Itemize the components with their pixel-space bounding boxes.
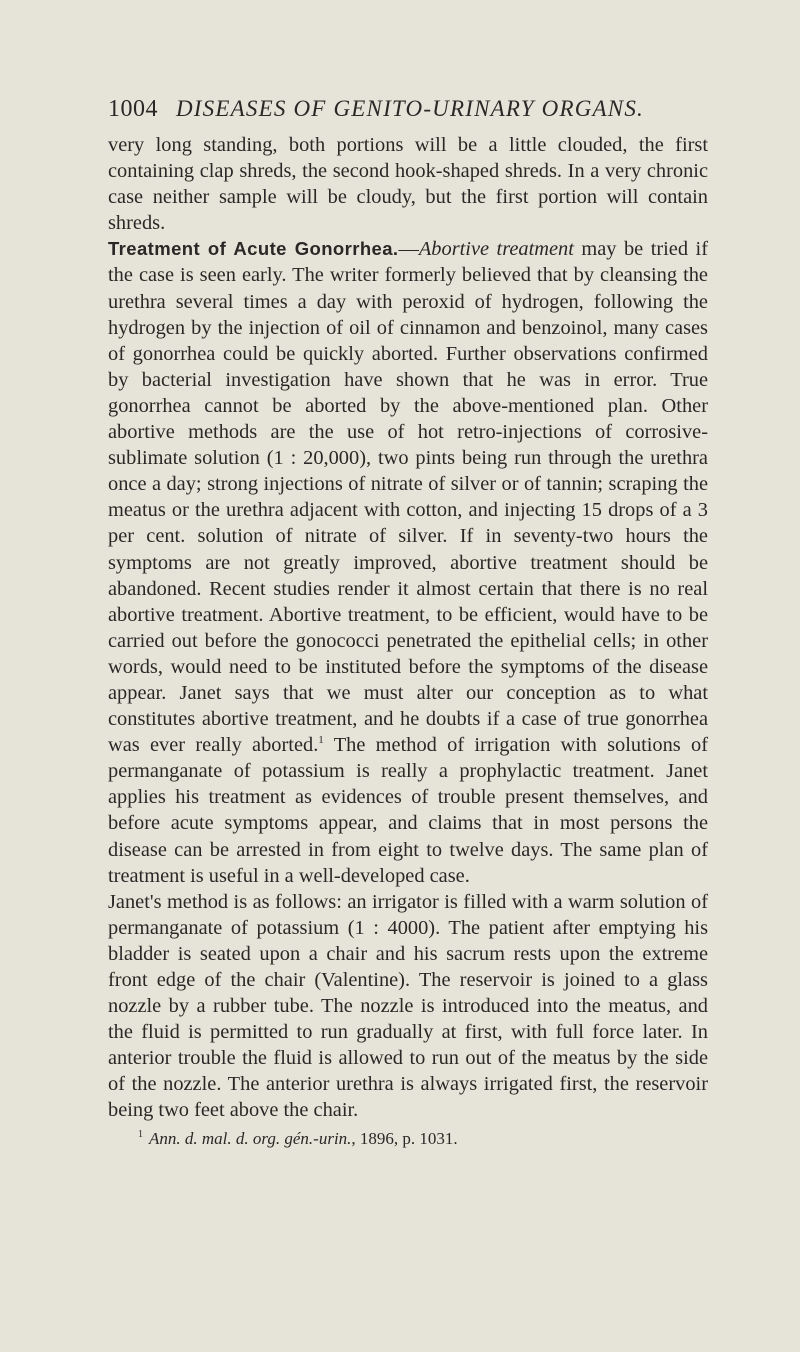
page-number: 1004 [108,96,158,122]
footnote-citation: Ann. d. mal. d. org. gén.-urin. [149,1128,352,1148]
paragraph-2-text-b: The method of irrigation with solutions of permanganate of potassium is really a prophylactic treatment. Janet applies his treatment as evidences of trouble present themselves, and before acute symptoms appear, and claims that in most persons the disease can be arrested in from eight to twelve days. The same plan of treatment is useful in a well-developed case. [108,734,708,887]
footnote-reference: 1 [318,734,324,747]
section-heading: Treatment of Acute Gonorrhea. [108,238,399,260]
paragraph-3: Janet's method is as follows: an irrigator is filled with a warm solution of permanganate of potassium (1 : 4000). The patient after emptying his bladder is seated upon a chair and his sacrum rests upon the extreme front edge of the chair (Valentine). The reservoir is joined to a glass nozzle by a rubber tube. The nozzle is introduced into the meatus, and the fluid is permitted to run gradually at first, with full force later. In anterior trouble the fluid is allowed to run out of the meatus by the side of the nozzle. The anterior urethra is always irrigated first, the reservoir being two feet above the chair. [108,890,708,1122]
italic-run: Abortive treatment [418,238,574,261]
footnote-rest: , 1896, p. 1031. [351,1128,458,1148]
em-dash: — [398,238,419,261]
running-head [108,96,708,130]
footnote [108,1128,708,1150]
body-text [108,132,708,1124]
paragraph-1: very long standing, both portions will be a little clouded, the first containing clap shreds, the second hook-shaped shreds. In a very chronic case neither sample will be cloudy, but the first portion will contain shreds. [108,134,708,235]
running-title: DISEASES OF GENITO-URINARY ORGANS. [176,96,644,121]
paragraph-2-text-a: may be tried if the case is seen early. The writer formerly believed that by cleansing the urethra several times a day with peroxid of hydrogen, following the hydrogen by the injection of oil of cinnamon and benzoinol, many cases of gonorrhea could be quickly aborted. Further observations confirmed by bacterial investigation have shown that he was in error. True gonorrhea cannot be aborted by the above-mentioned plan. Other abortive methods are the use of hot retro-injections of corrosive-sublimate solution (1 : 20,000), two pints being run through the urethra once a day; strong injections of nitrate of silver or of tannin; scraping the meatus or the urethra adjacent with cotton, and injecting 15 drops of a 3 per cent. solution of nitrate of silver. If in seventy-two hours the symptoms are not greatly improved, abortive treatment should be abandoned. Recent studies render it almost certain that there is no real abortive treatment. Abortive treatment, to be efficient, would have to be carried out before the gonococci penetrated the epithelial cells; in other words, would need to be instituted before the symptoms of the disease appear. Janet says that we must alter our conception as to what constitutes abortive treatment, and he doubts if a case of true gonorrhea was ever really aborted. [108,238,708,757]
footnote-mark: 1 [138,1128,143,1140]
paragraph-2 [108,236,708,888]
